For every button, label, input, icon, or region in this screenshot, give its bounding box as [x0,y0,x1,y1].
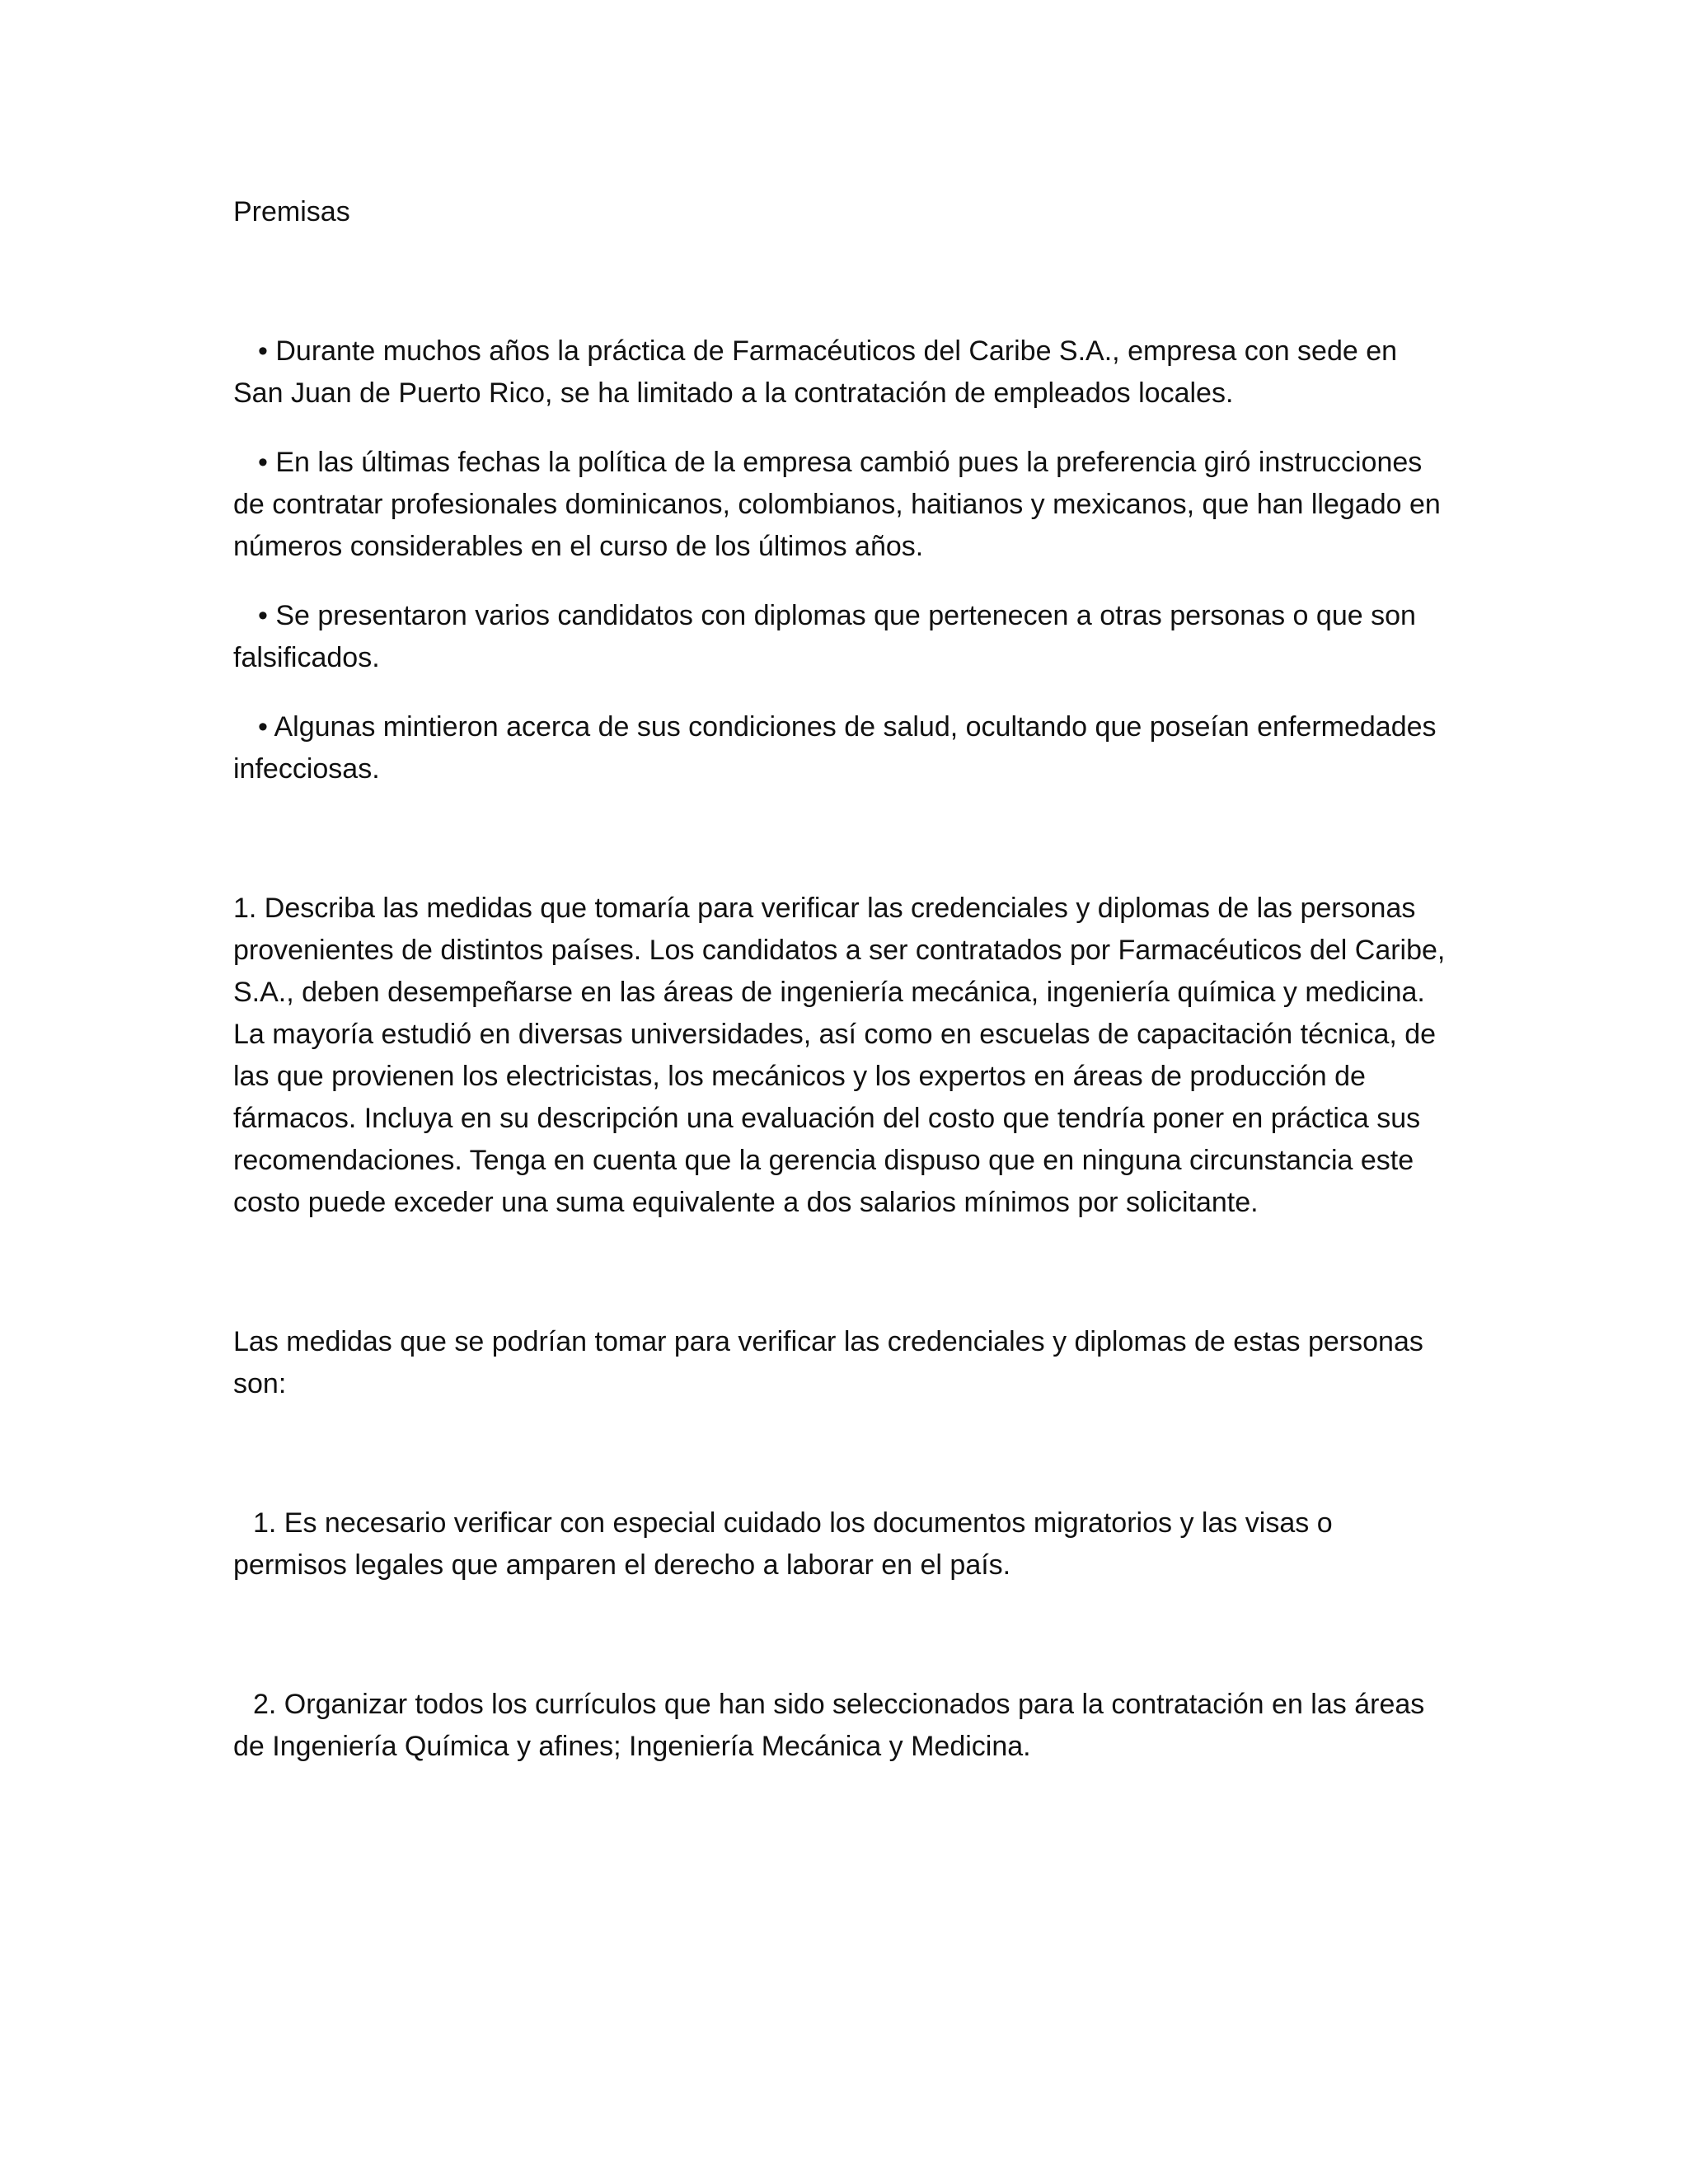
measure-item: 2. Organizar todos los currículos que han sido seleccionados para la contratación en las áreas de Ingeniería Química y afines; Ingeniería Mecánica y Medicina. [233,1689,1425,1762]
premise-item: • En las últimas fechas la política de la empresa cambió pues la preferencia giró instrucciones de contratar profesionales dominicanos, colombianos, haitianos y mexicanos, que han llegado en números considerables en el curso de los últimos años. [233,447,1441,562]
question-paragraph: 1. Describa las medidas que tomaría para verificar las credenciales y diplomas de las personas provenientes de distintos países. Los candidatos a ser contratados por Farmacéuticos del Caribe, S.A., deben desempeñarse en las áreas de ingeniería mecánica, ingeniería química y medicina. La mayoría estudió en diversas universidades, así como en escuelas de capacitación técnica, de las que provienen los electricistas, los mecánicos y los expertos en áreas de producción de fármacos. Incluya en su descripción una evaluación del costo que tendría poner en práctica sus recomendaciones. Tenga en cuenta que la gerencia dispuso que en ninguna circunstancia este costo puede exceder una suma equivalente a dos salarios mínimos por solicitante. [233,893,1446,1218]
answer-intro: Las medidas que se podrían tomar para verificar las credenciales y diplomas de estas personas son: [233,1326,1423,1399]
premise-item: • Se presentaron varios candidatos con diplomas que pertenecen a otras personas o que son falsificados. [233,600,1416,673]
measure-item: 1. Es necesario verificar con especial cuidado los documentos migratorios y las visas o permisos legales que amparen el derecho a laborar en el país. [233,1507,1333,1581]
section-heading: Premisas [233,196,350,227]
premise-item: • Algunas mintieron acerca de sus condiciones de salud, ocultando que poseían enfermedades infecciosas. [233,711,1437,785]
premise-item: • Durante muchos años la práctica de Farmacéuticos del Caribe S.A., empresa con sede en San Juan de Puerto Rico, se ha limitado a la contratación de empleados locales. [233,335,1398,409]
document-body [233,191,1453,1865]
